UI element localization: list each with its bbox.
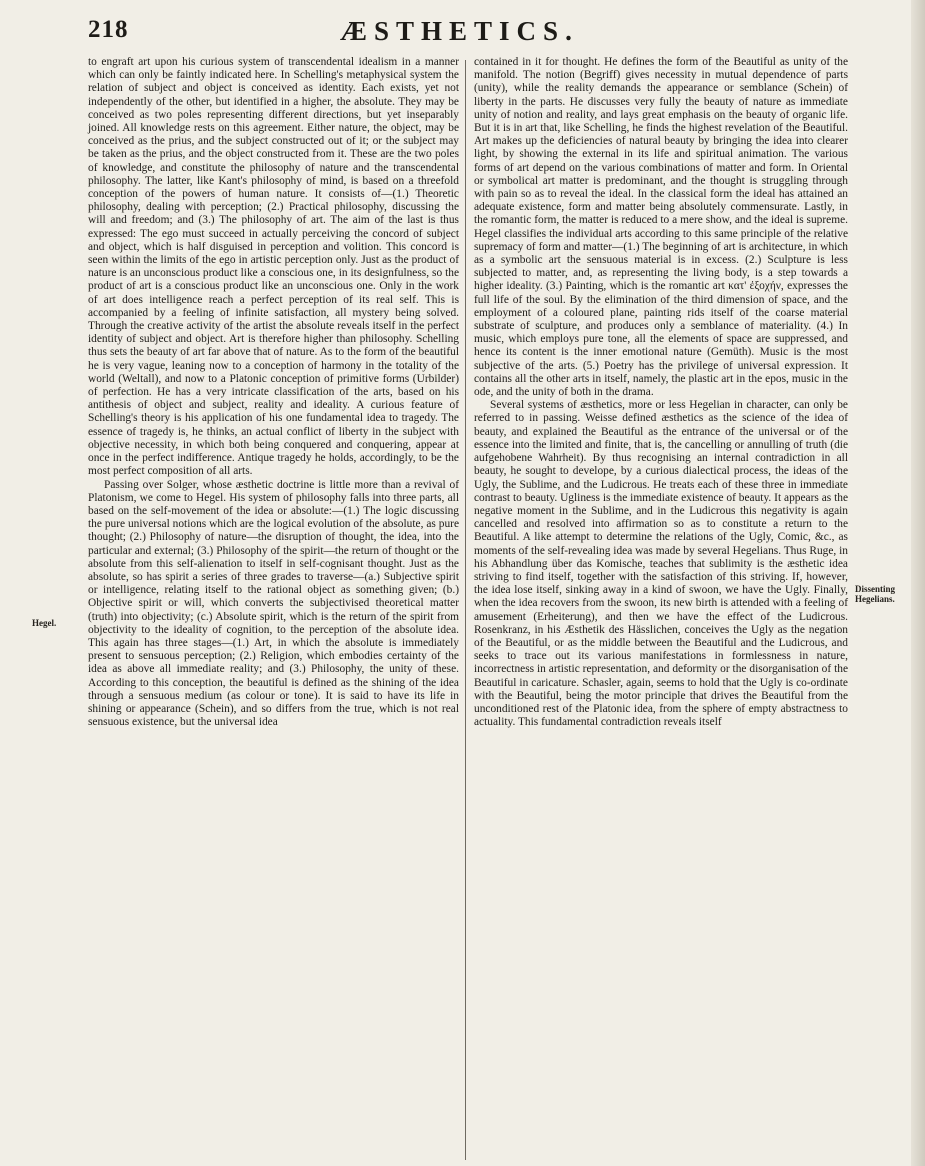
- paragraph-hegel-continued: contained in it for thought. He defines the form of the Beautiful as unity of the manifold. The notion (Begriff) gives necessity in mutual dependence of parts (unity), while the reality demands the appearance or semblance (Schein) of liberty in the parts. He discusses very fully the beauty of nature as immediate unity of notion and reality, and lays great emphasis on the beauty of organic life. But it is in art that, like Schelling, he finds the highest revelation of the Beautiful. Art makes up the deficiencies of natural beauty by bringing the idea into clearer light, by showing the external in its life and spiritual animation. The various forms of art depend on the various combinations of matter and form. In Oriental or symbolical art matter is predominant, and the thought is struggling through with pain so as to reveal the ideal. In the classical form the ideal has attained an adequate existence, form and matter being absolutely commensurate. Lastly, in the romantic form, the matter is reduced to a mere show, and the ideal is supreme. Hegel classifies the individual arts according to this same principle of the relative supremacy of form and matter—(1.) The beginning of art is architecture, in which as a symbolic art the sensuous material is in excess. (2.) Sculpture is less subjected to matter, and, as representing the living body, is a step towards a higher ideality. (3.) Painting, which is the romantic art κατ' ἐξοχήν, expresses the full life of the soul. By the elimination of the third dimension of space, and the employment of a coloured plane, painting rids itself of the coarse material substrate of sculpture, and produces only a semblance of materiality. (4.) In music, which employs pure tone, all the elements of space are suppressed, and hence its content is the inner emotional nature (Gemüth). Music is the most subjective of the arts. (5.) Poetry has the privilege of universal expression. It contains all the other arts in itself, namely, the plastic art in the epos, music in the ode, and the unity of both in the drama.: [474, 56, 848, 399]
- page-edge-shadow: [911, 0, 925, 1166]
- running-title: ÆSTHETICS.: [340, 16, 579, 46]
- left-column: [88, 56, 459, 729]
- right-column: [474, 56, 848, 729]
- paragraph-hegelian-systems: Several systems of æsthetics, more or less Hegelian in character, can only be referred to in passing. Weisse defined æsthetics as the science of the idea of beauty, and explained the Beautiful as the entrance of the universal or of the essence into the limited and finite, that is, the cancelling or annulling of truth (die aufgehobene Wahrheit). By thus recognising an internal contradiction in all beauty, he sought to develope, by a curious dialectical process, the ideas of the Ugly, the Sublime, and the Ludicrous. He treats each of these three in immediate contrast to beauty. Ugliness is the immediate existence of beauty. It appears as the negative moment in the Sublime, and in the Ludicrous this negativity is again cancelled and resolved into affirmation so as to constitute a return to the Beautiful. A like attempt to determine the relations of the Ugly, Comic, &c., as moments of the self-revealing idea was made by several Hegelians. Thus Ruge, in his Abhandlung über das Komische, teaches that sublimity is the æsthetic idea striving to find itself, together with the satisfaction of this striving. If, however, the idea lose itself, sinking away in a kind of swoon, we have the Ugly. Finally, when the idea recovers from the swoon, its new birth is attended with a feeling of amusement (Erheiterung), and then we have the effect of the Ludicrous. Rosenkranz, in his Æsthetik des Hässlichen, conceives the Ugly as the negation of the Beautiful, or as the middle between the Beautiful and the Ludicrous, and seeks to trace out its various manifestations in formlessness in nature, incorrectness in artistic representation, and deformity or the disorganisation of the Beautiful in caricature. Schasler, again, seems to hold that the Ugly is co-ordinate with the Beautiful, being the motor principle that drives the Beautiful from the unconditioned rest of the Platonic idea, from the sphere of empty abstractness to actuality. This fundamental contradiction reveals itself: [474, 399, 848, 729]
- column-divider: [465, 60, 466, 1160]
- paragraph-schelling: to engraft art upon his curious system of transcendental idealism in a manner which can only be faintly indicated here. In Schelling's metaphysical system the relation of subject and object is conceived as identity. Each exists, yet not independently of the other, but identified in a higher, the absolute. They may be conceived as two poles representing different directions, but yet inseparably joined. All knowledge rests on this agreement. Either nature, the object, may be conceived as the prius, and the subject constructed out of it; or the subject may be taken as the prius, and the object constructed from it. These are the two poles of knowledge, and constitute the philosophy of nature and the transcendental philosophy. The latter, like Kant's philosophy of mind, is based on a threefold conception of the powers of human nature. It consists of—(1.) Theoretic philosophy, dealing with perception; (2.) Practical philosophy, discussing the will and freedom; and (3.) The philosophy of art. The aim of the last is thus expressed: The ego must succeed in actually perceiving the concord of subject and object, which is half disguised in perception and volition. This concord is seen within the limits of the ego in artistic perception only. Just as the product of nature is an unconscious product like a conscious one, in its designfulness, so the product of art is a conscious product like an unconscious one. Only in the work of art does intelligence reach a perfect perception of its real self. This is accompanied by a feeling of infinite satisfaction, all mystery being solved. Through the creative activity of the artist the absolute reveals itself in the perfect identity of subject and object. Art is therefore higher than philosophy. Schelling thus sets the beauty of art far above that of nature. As to the form of the beautiful he is very vague, leaning now to a conception of harmony in the totality of the world (Weltall), and now to a Platonic conception of primitive forms (Urbilder) of perfection. He has a very intricate classification of the arts, based on his antithesis of object and subject, reality and ideality. A curious feature of Schelling's theory is his application of his one fundamental idea to tragedy. The essence of tragedy is, he thinks, an actual conflict of liberty in the subject with objective necessity, in which both being conquered and conquering, appear at once in the perfect indifference. Antique tragedy he holds, accordingly, to be the most perfect composition of all arts.: [88, 56, 459, 478]
- margin-note-hegel: Hegel.: [32, 618, 57, 628]
- margin-note-dissenting-hegelians: Dissenting Hegelians.: [855, 584, 896, 604]
- paragraph-hegel: Passing over Solger, whose æsthetic doctrine is little more than a revival of Platonism, we come to Hegel. His system of philosophy falls into three parts, all based on the self-movement of the idea or absolute:—(1.) The logic discussing the pure universal notions which are the logical evolution of the absolute, as pure thought; (2.) Philosophy of nature—the disruption of thought, the idea, into the particular and external; (3.) Philosophy of the spirit—the return of thought or the absolute from this self-alienation to itself in self-cognisant thought. Just as the absolute, so has spirit a series of three grades to traverse—(a.) Subjective spirit or intelligence, relating itself to the rational object as something given; (b.) Objective spirit or will, which converts the subjectivised theoretical matter (truth) into objectivity; (c.) Absolute spirit, which is the return of the spirit from objectivity to the ideality of cognition, to the perception of the absolute idea. This again has three stages—(1.) Art, in which the absolute is immediately present to sensuous perception; (2.) Religion, which embodies certainty of the idea as above all immediate reality; and (3.) Philosophy, the unity of these. According to this conception, the beautiful is defined as the shining of the idea through a sensuous medium (as colour or tone). It is said to have its life in shining or appearance (Schein), and so differs from the true, which is not real sensuous existence, but the universal idea: [88, 478, 459, 729]
- page-number: 218: [88, 16, 129, 43]
